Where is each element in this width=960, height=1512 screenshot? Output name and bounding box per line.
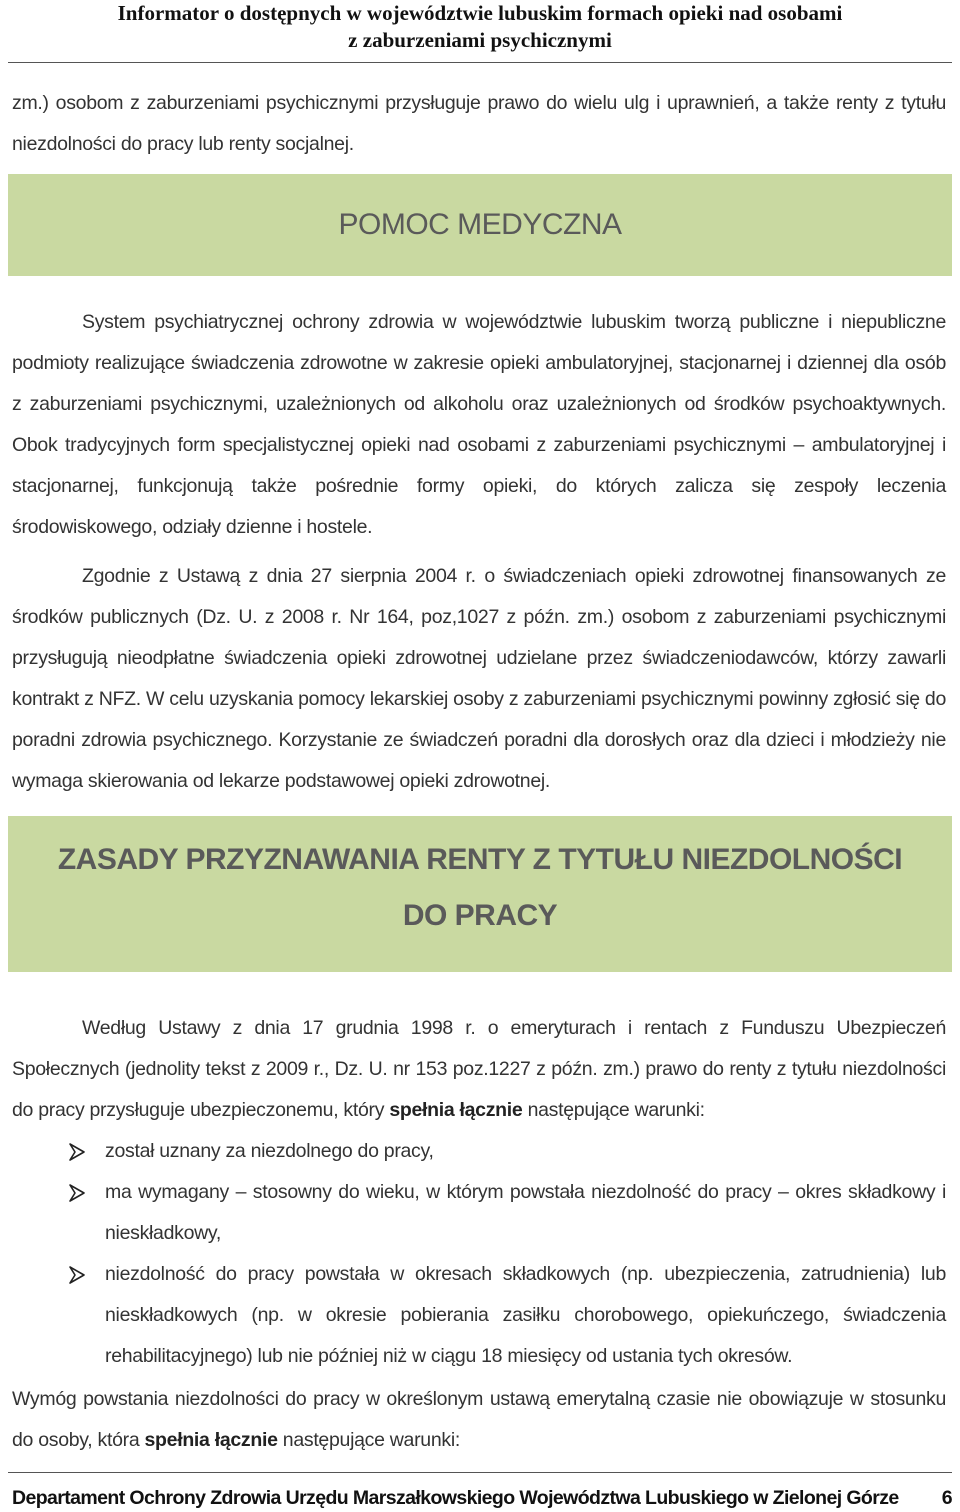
section-heading-pomoc-medyczna: POMOC MEDYCZNA xyxy=(8,174,952,276)
list-item-text: ma wymagany – stosowny do wieku, w którym powstała niezdolność do pracy – okres składkowy i nieskładkowy, xyxy=(105,1181,946,1244)
footer-text: Departament Ochrony Zdrowia Urzędu Marszałkowskiego Województwa Lubuskiego w Zielonej Górze xyxy=(12,1487,899,1509)
section-heading-zasady-renty xyxy=(8,816,952,972)
conditions-list xyxy=(12,1131,946,1377)
intro-paragraph: zm.) osobom z zaburzeniami psychicznymi przysługuje prawo do wielu ulg i uprawnień, a także renty z tytułu niezdolności do pracy lub renty socjalnej. xyxy=(12,92,946,155)
section1-paragraph-2: Zgodnie z Ustawą z dnia 27 sierpnia 2004 r. o świadczeniach opieki zdrowotnej finansowanych ze środków publicznych (Dz. U. z 2008 r. Nr 164, poz,1027 z późn. zm.) osobom z zaburzeniami psychicznymi przysługują nieodpłatne świadczenia opieki zdrowotnej udzielane przez świadczeniodawców, którzy zawarli kontrakt z NFZ. W celu uzyskania pomocy lekarskiej osoby z zaburzeniami psychicznymi powinny zgłosić się do poradni zdrowia psychicznego. Korzystanie ze świadczeń poradni dla dorosłych oraz dla dzieci i młodzieży nie wymaga skierowania od lekarze podstawowej opieki zdrowotnej. xyxy=(12,565,946,792)
section2-paragraph-2 xyxy=(12,1379,946,1461)
header-rule xyxy=(8,62,952,63)
list-item-text: został uznany za niezdolnego do pracy, xyxy=(105,1140,434,1162)
section2-p1-tail: następujące warunki: xyxy=(522,1099,705,1121)
list-item xyxy=(12,1131,946,1172)
arrow-bullet-icon xyxy=(68,1266,86,1284)
section2-p2-text: Wymóg powstania niezdolności do pracy w określonym ustawą emerytalną czasie nie obowiązuje w stosunku do osoby, która xyxy=(12,1388,946,1451)
section2-p1-text: Według Ustawy z dnia 17 grudnia 1998 r. o emeryturach i rentach z Funduszu Ubezpieczeń Społecznych (jednolity tekst z 2009 r., Dz. U. nr 153 poz.1227 z późn. zm.) prawo do renty z tytułu niezdolności do pracy przysługuje ubezpieczonemu, który xyxy=(12,1017,946,1121)
section2-p2-bold: spełnia łącznie xyxy=(144,1429,278,1451)
section2-title-line-2: DO PRACY xyxy=(402,899,558,932)
document-header xyxy=(0,0,960,60)
section2-p1-bold: spełnia łącznie xyxy=(389,1099,523,1121)
document-footer xyxy=(12,1484,952,1512)
section2-paragraph-1 xyxy=(12,1008,946,1131)
section1-paragraph-1: System psychiatrycznej ochrony zdrowia w województwie lubuskim tworzą publiczne i niepubliczne podmioty realizujące świadczenia zdrowotne w zakresie opieki ambulatoryjnej, stacjonarnej i dziennej dla osób z zaburzeniami psychicznymi, uzależnionych od alkoholu oraz uzależnionych od środków psychoaktywnych. Obok tradycyjnych form specjalistycznej opieki nad osobami z zaburzeniami psychicznymi – ambulatoryjnej i stacjonarnej, funkcjonują także pośrednie formy opieki, do których zalicza się zespoły leczenia środowiskowego, odziały dzienne i hostele. xyxy=(12,311,946,538)
section2-p2-tail: następujące warunki: xyxy=(277,1429,460,1451)
arrow-bullet-icon xyxy=(68,1143,86,1161)
arrow-bullet-icon xyxy=(68,1184,86,1202)
list-item-text: niezdolność do pracy powstała w okresach składkowych (np. ubezpieczenia, zatrudnienia) lub nieskładkowych (np. w okresie pobierania zasiłku chorobowego, opiekuńczego, świadczenia rehabilitacyjnego) lub nie później niż w ciągu 18 miesięcy od ustania tych okresów. xyxy=(105,1263,946,1367)
page-number: 6 xyxy=(941,1487,952,1509)
list-item xyxy=(12,1172,946,1254)
header-line-1: Informator o dostępnych w województwie lubuskim formach opieki nad osobami xyxy=(117,1,843,25)
header-line-2: z zaburzeniami psychicznymi xyxy=(348,28,612,52)
section2-title-line-1: ZASADY PRZYZNAWANIA RENTY Z TYTUŁU NIEZDOLNOŚCI xyxy=(57,843,903,876)
footer-rule xyxy=(8,1472,952,1473)
list-item xyxy=(12,1254,946,1377)
